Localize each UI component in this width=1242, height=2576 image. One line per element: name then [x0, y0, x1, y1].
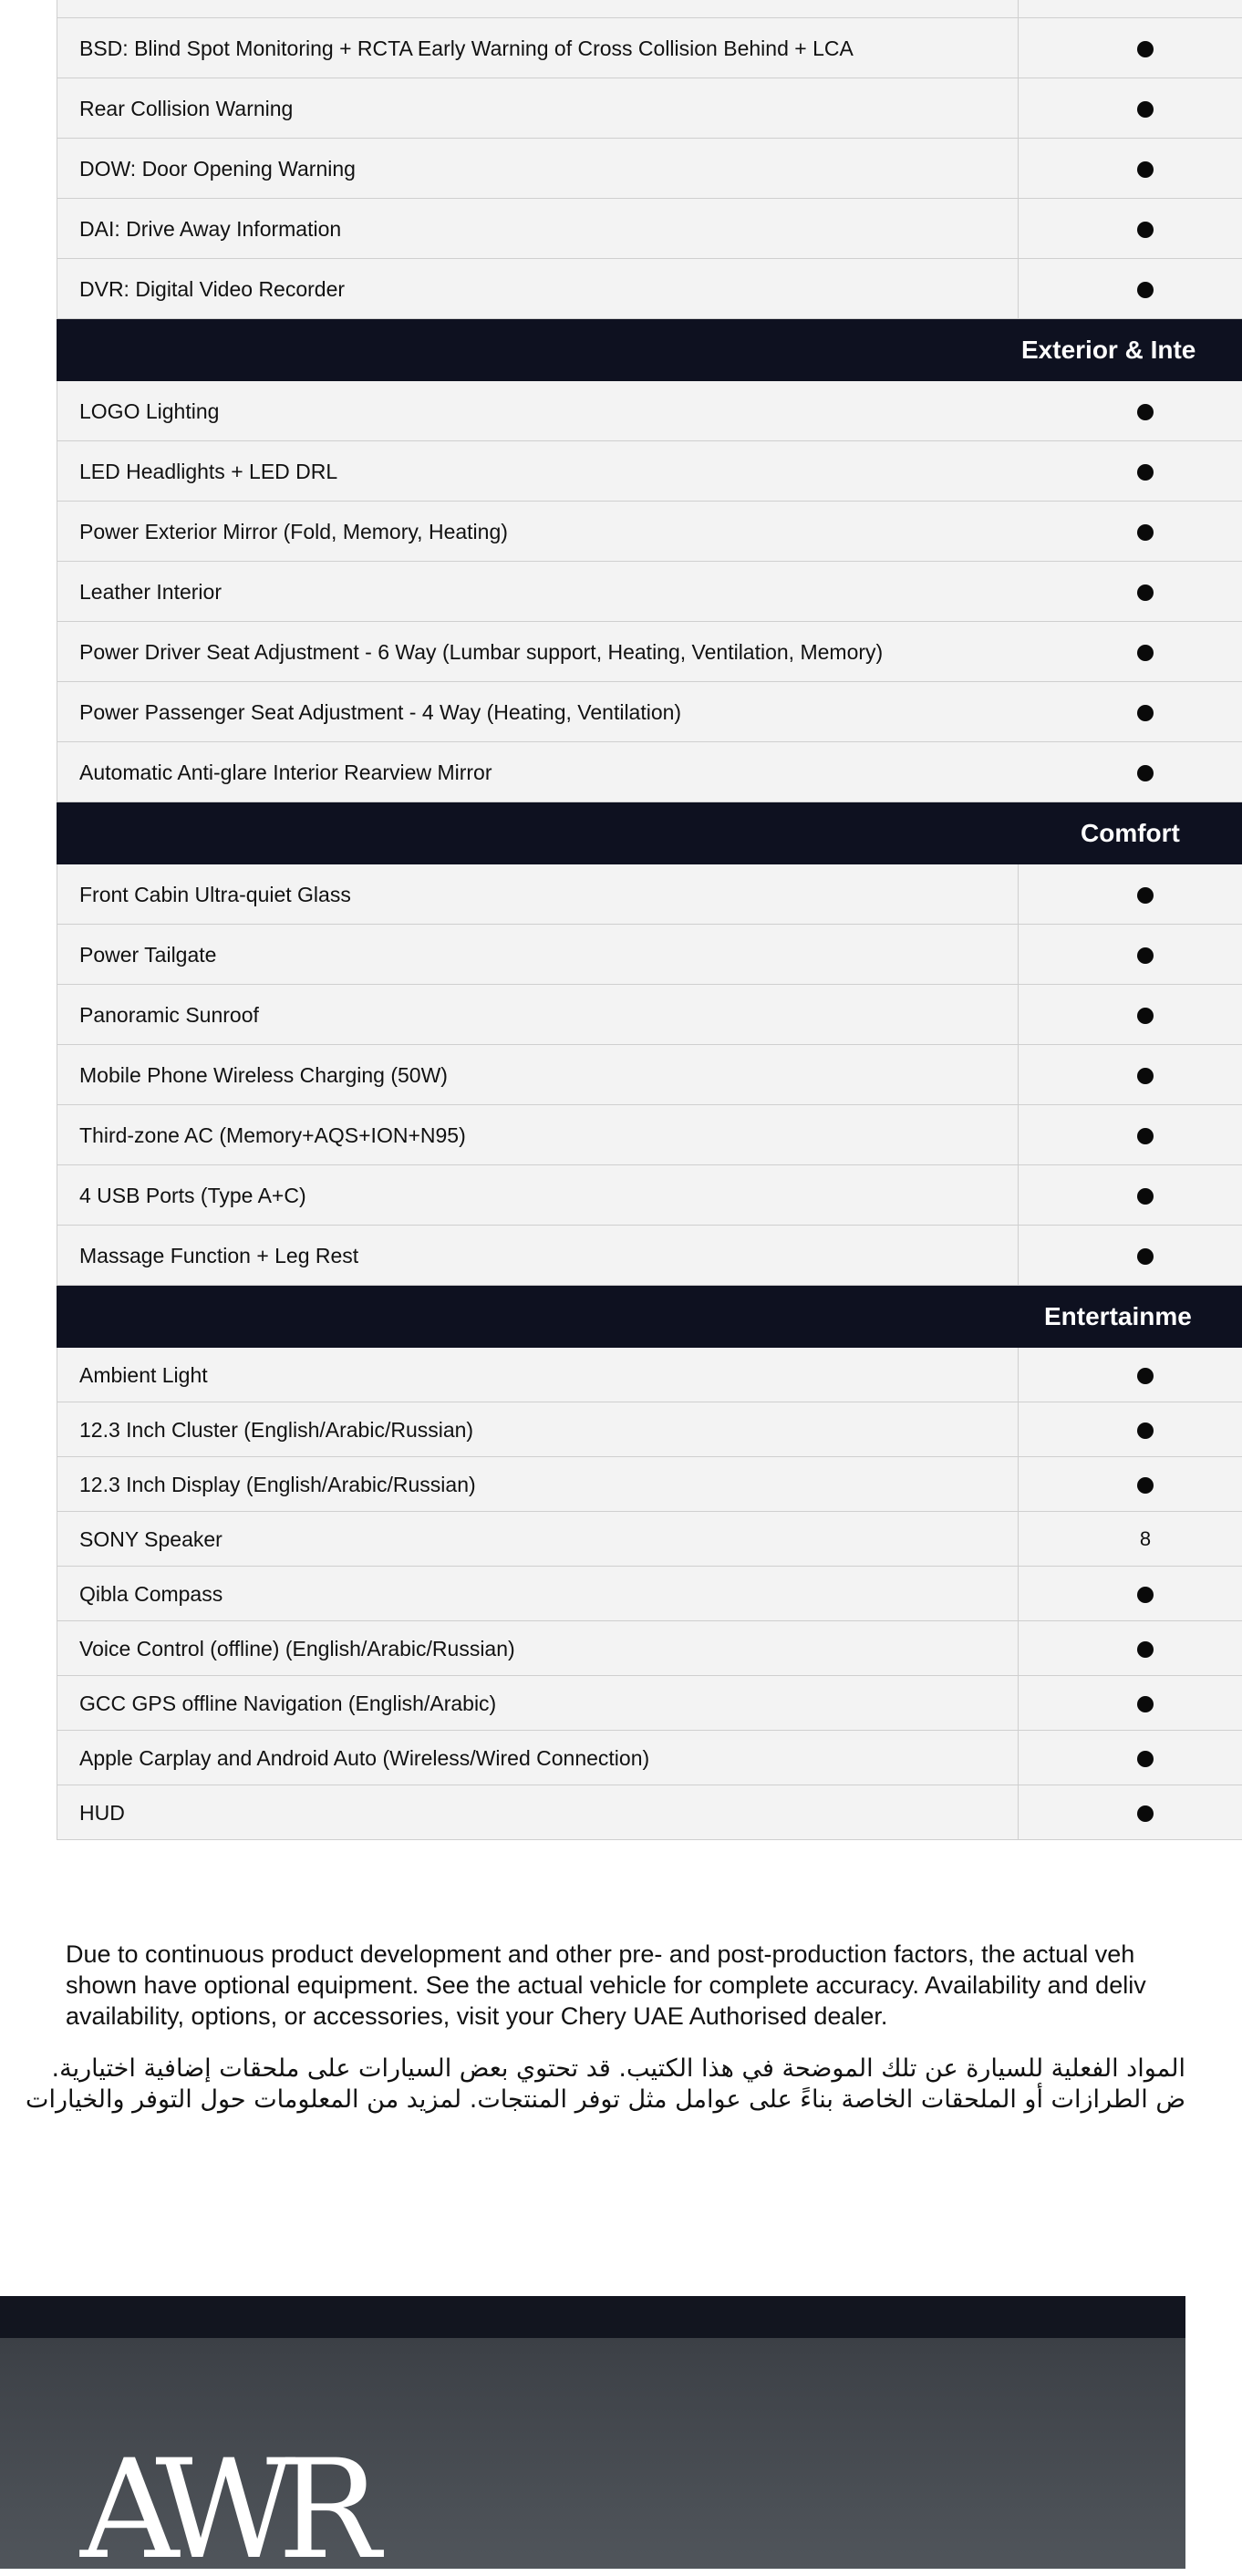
feature-label: HUD	[79, 1801, 125, 1825]
table-row	[57, 864, 1242, 925]
standard-dot-icon	[1132, 78, 1159, 139]
table-row	[57, 925, 1242, 985]
feature-label: LOGO Lighting	[79, 399, 220, 423]
feature-label: LED Headlights + LED DRL	[79, 460, 338, 483]
feature-label: Power Passenger Seat Adjustment - 4 Way (Heating, Ventilation)	[79, 700, 682, 724]
standard-dot-icon	[1132, 1165, 1159, 1226]
standard-dot-icon	[1132, 1402, 1159, 1457]
feature-label: Front Cabin Ultra-quiet Glass	[79, 883, 351, 906]
feature-label: BSD: Blind Spot Monitoring + RCTA Early Warning of Cross Collision Behind + LCA	[79, 36, 854, 60]
feature-label: Qibla Compass	[79, 1582, 223, 1606]
feature-label: Automatic Anti-glare Interior Rearview Mirror	[79, 760, 492, 784]
table-row	[57, 1348, 1242, 1402]
section-title: Exterior & Inte	[1021, 336, 1196, 364]
feature-label: Apple Carplay and Android Auto (Wireless/Wired Connection)	[79, 1746, 650, 1770]
standard-dot-icon	[1132, 925, 1159, 985]
table-row	[57, 985, 1242, 1045]
section-title: Entertainme	[1044, 1302, 1192, 1330]
standard-dot-icon	[1132, 622, 1159, 682]
table-row	[57, 259, 1242, 319]
disclaimer-english	[66, 1939, 1185, 2032]
table-row	[57, 682, 1242, 742]
table-row	[57, 1105, 1242, 1165]
feature-label: DOW: Door Opening Warning	[79, 157, 356, 181]
feature-label: Third-zone AC (Memory+AQS+ION+N95)	[79, 1123, 466, 1147]
standard-dot-icon	[1132, 1731, 1159, 1785]
table-row-partial	[57, 0, 1242, 18]
feature-label: GCC GPS offline Navigation (English/Arabic)	[79, 1691, 497, 1715]
standard-dot-icon	[1132, 742, 1159, 802]
standard-dot-icon	[1132, 502, 1159, 562]
standard-dot-icon	[1132, 1457, 1159, 1512]
standard-dot-icon	[1132, 139, 1159, 199]
logo-text: AWR	[80, 2431, 363, 2576]
entertainment-group	[57, 1348, 1185, 1840]
standard-dot-icon	[1132, 441, 1159, 502]
table-row	[57, 1512, 1242, 1567]
table-row	[57, 441, 1242, 502]
spec-table	[57, 0, 1196, 1840]
feature-label: Power Exterior Mirror (Fold, Memory, Heating)	[79, 520, 508, 543]
feature-label: Ambient Light	[79, 1363, 208, 1387]
standard-dot-icon	[1132, 1785, 1159, 1840]
table-row	[57, 1731, 1242, 1785]
feature-label: DVR: Digital Video Recorder	[79, 277, 346, 301]
standard-dot-icon	[1132, 1676, 1159, 1731]
table-row	[57, 1785, 1242, 1840]
standard-dot-icon	[1132, 985, 1159, 1045]
table-row	[57, 1621, 1242, 1676]
table-row	[57, 381, 1242, 441]
standard-dot-icon	[1132, 864, 1159, 925]
standard-dot-icon	[1132, 18, 1159, 78]
table-row	[57, 18, 1242, 78]
table-row	[57, 78, 1242, 139]
table-row	[57, 622, 1242, 682]
table-row	[57, 1567, 1242, 1621]
feature-value: 8	[1139, 1527, 1152, 1550]
section-header-entertainment	[57, 1286, 1242, 1348]
section-header-comfort	[57, 802, 1242, 864]
table-row	[57, 1402, 1242, 1457]
table-row	[57, 562, 1242, 622]
table-row	[57, 502, 1242, 562]
table-row	[57, 1165, 1242, 1226]
section-header-exterior	[57, 319, 1242, 381]
feature-label: DAI: Drive Away Information	[79, 217, 342, 241]
footer	[0, 2338, 1185, 2576]
standard-dot-icon	[1132, 682, 1159, 742]
feature-label: 4 USB Ports (Type A+C)	[79, 1184, 306, 1207]
feature-label: SONY Speaker	[79, 1527, 223, 1551]
standard-dot-icon	[1132, 1567, 1159, 1621]
section-title: Comfort	[1081, 819, 1180, 847]
standard-dot-icon	[1132, 199, 1159, 259]
table-row	[57, 139, 1242, 199]
feature-label: Voice Control (offline) (English/Arabic/Russian)	[79, 1637, 515, 1660]
table-row	[57, 742, 1242, 802]
feature-label: Power Driver Seat Adjustment - 6 Way (Lumbar support, Heating, Ventilation, Memory)	[79, 640, 884, 664]
feature-label: Leather Interior	[79, 580, 222, 604]
feature-label: Power Tailgate	[79, 943, 217, 967]
feature-label: Rear Collision Warning	[79, 97, 294, 120]
exterior-group	[57, 381, 1185, 802]
feature-label: Massage Function + Leg Rest	[79, 1244, 359, 1267]
disclaimer-arabic	[26, 2054, 1185, 2116]
standard-dot-icon	[1132, 562, 1159, 622]
table-row	[57, 1226, 1242, 1286]
standard-dot-icon	[1132, 259, 1159, 319]
standard-dot-icon	[1132, 1045, 1159, 1105]
safety-group	[57, 18, 1185, 319]
disclaimer-arabic-line-2: ض الطرازات أو الملحقات الخاصة بناءً على عوامل مثل توفر المنتجات. لمزيد من المعلومات حول التوفر والخيارات	[26, 2085, 1185, 2114]
feature-label: Mobile Phone Wireless Charging (50W)	[79, 1063, 448, 1087]
standard-dot-icon	[1132, 1348, 1159, 1402]
feature-label: Panoramic Sunroof	[79, 1003, 259, 1027]
footer-divider-band	[0, 2296, 1185, 2338]
standard-dot-icon	[1132, 1621, 1159, 1676]
disclaimer-text: Due to continuous product development and other pre- and post-production factors, the actual veh shown have optional equipment. See the actual vehicle for complete accuracy. Availability and deliv availability, options, or accessories, visit your Chery UAE Authorised dealer.	[66, 1940, 1146, 2030]
table-row	[57, 1045, 1242, 1105]
standard-dot-icon	[1132, 381, 1159, 441]
awr-logo-icon	[80, 2431, 363, 2576]
table-row	[57, 1457, 1242, 1512]
feature-label: 12.3 Inch Cluster (English/Arabic/Russian)	[79, 1418, 474, 1442]
table-row	[57, 1676, 1242, 1731]
comfort-group	[57, 864, 1185, 1286]
standard-dot-icon	[1132, 1226, 1159, 1286]
awr-logo[interactable]	[80, 2431, 363, 2576]
standard-dot-icon	[1132, 1105, 1159, 1165]
feature-label: 12.3 Inch Display (English/Arabic/Russian)	[79, 1473, 476, 1496]
disclaimer-arabic-line-1: المواد الفعلية للسيارة عن تلك الموضحة في هذا الكتيب. قد تحتوي بعض السيارات على ملحقات إضافية اختيارية.	[51, 2054, 1185, 2083]
table-row	[57, 199, 1242, 259]
